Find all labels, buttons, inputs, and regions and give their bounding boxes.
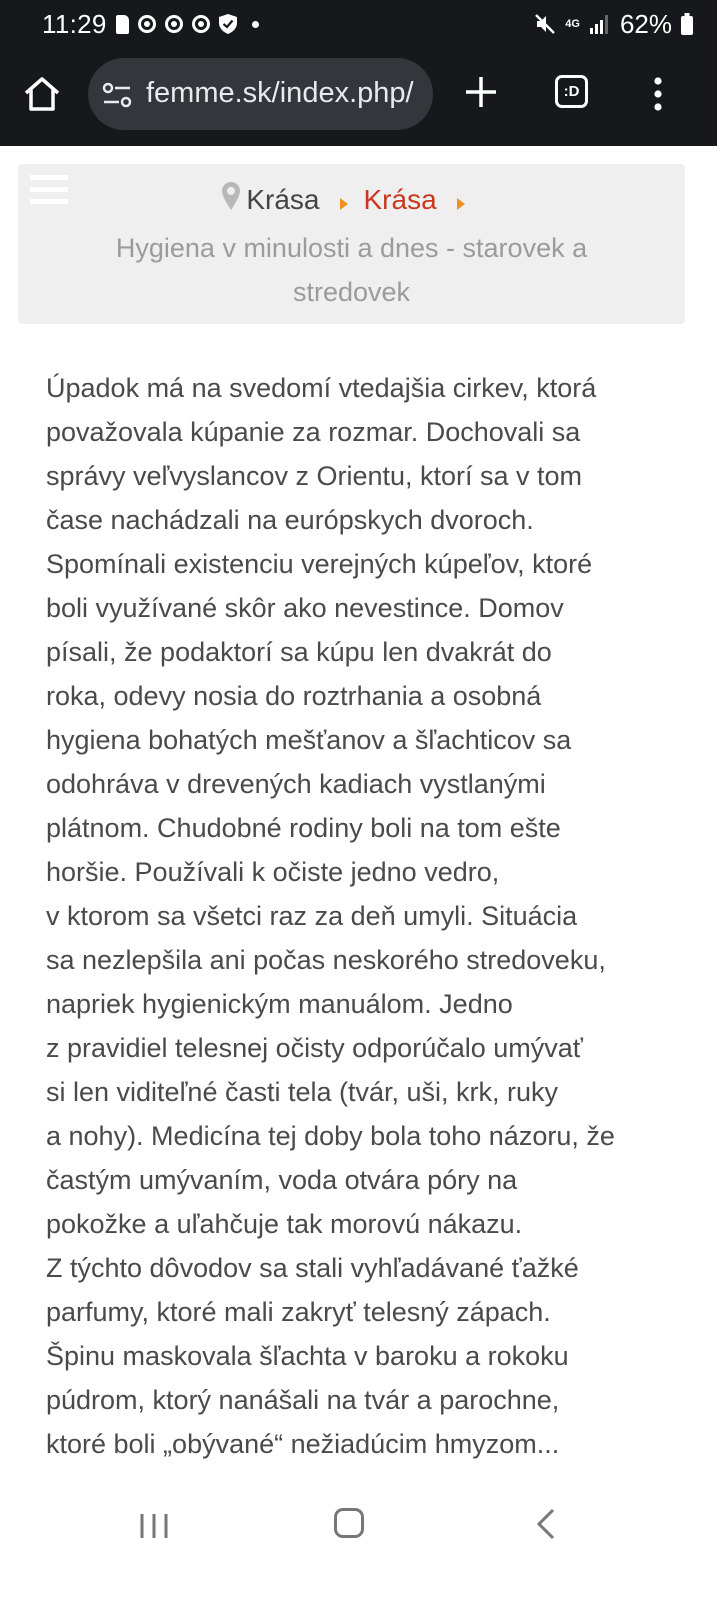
article-line: v ktorom sa všetci raz za deň umyli. Situácia [46, 901, 578, 931]
article-line: Špinu maskovala šľachta v baroku a rokoku [46, 1341, 569, 1371]
browser-toolbar [0, 48, 717, 146]
chrome-notification-icon [192, 15, 210, 33]
article-line: častým umývaním, voda otvára póry na [46, 1165, 518, 1195]
article-line: z pravidiel telesnej očisty odporúčalo umývať [46, 1033, 583, 1063]
chrome-notification-icon [138, 15, 156, 33]
chrome-notification-icon [165, 15, 183, 33]
article-line: a nohy). Medicína tej doby bola toho názoru, že [46, 1121, 615, 1151]
system-nav-bar [0, 1490, 717, 1560]
network-type: 4G [565, 17, 580, 30]
status-right [534, 9, 693, 40]
article-line: horšie. Používali k očiste jedno vedro, [46, 857, 500, 887]
breadcrumb-link-krasa[interactable]: Krása [246, 184, 320, 215]
status-time: 11:29 [42, 8, 107, 39]
article-line: púdrom, ktorý nanášali na tvár a parochne, [46, 1385, 560, 1415]
article-line: Spomínali existenciu verejných kúpeľov, ktoré [46, 549, 593, 579]
address-bar[interactable] [88, 58, 433, 130]
status-left [42, 9, 259, 40]
article-line: ktoré boli „obývané“ nežiadúcim hmyzom... [46, 1429, 560, 1459]
url-text[interactable]: femme.sk/index.php/ [146, 77, 414, 109]
article-body [46, 366, 676, 1466]
battery-icon [681, 13, 693, 35]
mute-icon [534, 13, 556, 35]
article-line: Úpadok má na svedomí vtedajšia cirkev, ktorá [46, 373, 597, 403]
article-line: považovala kúpanie za rozmar. Dochovali sa [46, 417, 581, 447]
status-bar [0, 0, 717, 48]
shield-check-icon [219, 14, 237, 34]
article-line: Z týchto dôvodov sa stali vyhľadávané ťažké [46, 1253, 579, 1283]
breadcrumb-link-krasa-sub[interactable]: Krása [363, 184, 437, 215]
article-line: parfumy, ktoré mali zakryť telesný zápach. [46, 1297, 551, 1327]
article-line: plátnom. Chudobné rodiny boli na tom ešte [46, 813, 561, 843]
new-tab-button[interactable] [463, 74, 499, 110]
article-line: správy veľvyslancov z Orientu, ktorí sa v tom [46, 461, 583, 491]
breadcrumb-current-page: Hygiena v minulosti a dnes - starovek a stredovek [115, 233, 588, 307]
breadcrumb-arrow-icon [457, 198, 465, 210]
more-notifications-icon [252, 21, 259, 28]
article-line: si len viditeľné časti tela (tvár, uši, krk, ruky [46, 1077, 559, 1107]
battery-percent: 62% [619, 8, 672, 39]
article-line: pokožke a uľahčuje tak morovú nákazu. [46, 1209, 523, 1239]
tab-switcher-button[interactable]: :D [555, 75, 588, 108]
location-pin-icon [222, 182, 240, 210]
back-button[interactable] [536, 1508, 556, 1540]
breadcrumb-arrow-icon [340, 198, 348, 210]
article-line: hygiena bohatých mešťanov a šľachticov sa [46, 725, 572, 755]
article-line: odohráva v drevených kadiach vystlanými [46, 769, 546, 799]
article-line: čase nachádzali na európskych dvoroch. [46, 505, 534, 535]
breadcrumb [18, 164, 685, 324]
article-line: napriek hygienickým manuálom. Jedno [46, 989, 513, 1019]
home-button[interactable] [22, 74, 62, 114]
article-line: boli využívané skôr ako nevestince. Domov [46, 593, 564, 623]
site-settings-icon[interactable] [102, 82, 132, 108]
home-nav-button[interactable] [334, 1508, 364, 1538]
breadcrumb-trail [18, 182, 685, 218]
article-line: roka, odevy nosia do roztrhania a osobná [46, 681, 542, 711]
more-menu-icon[interactable] [648, 76, 668, 112]
signal-icon [589, 14, 611, 34]
article-line: sa nezlepšila ani počas neskorého stredoveku, [46, 945, 606, 975]
recent-apps-button[interactable] [138, 1512, 170, 1540]
sd-card-icon [116, 15, 129, 34]
article-line: písali, že podaktorí sa kúpu len dvakrát do [46, 637, 552, 667]
